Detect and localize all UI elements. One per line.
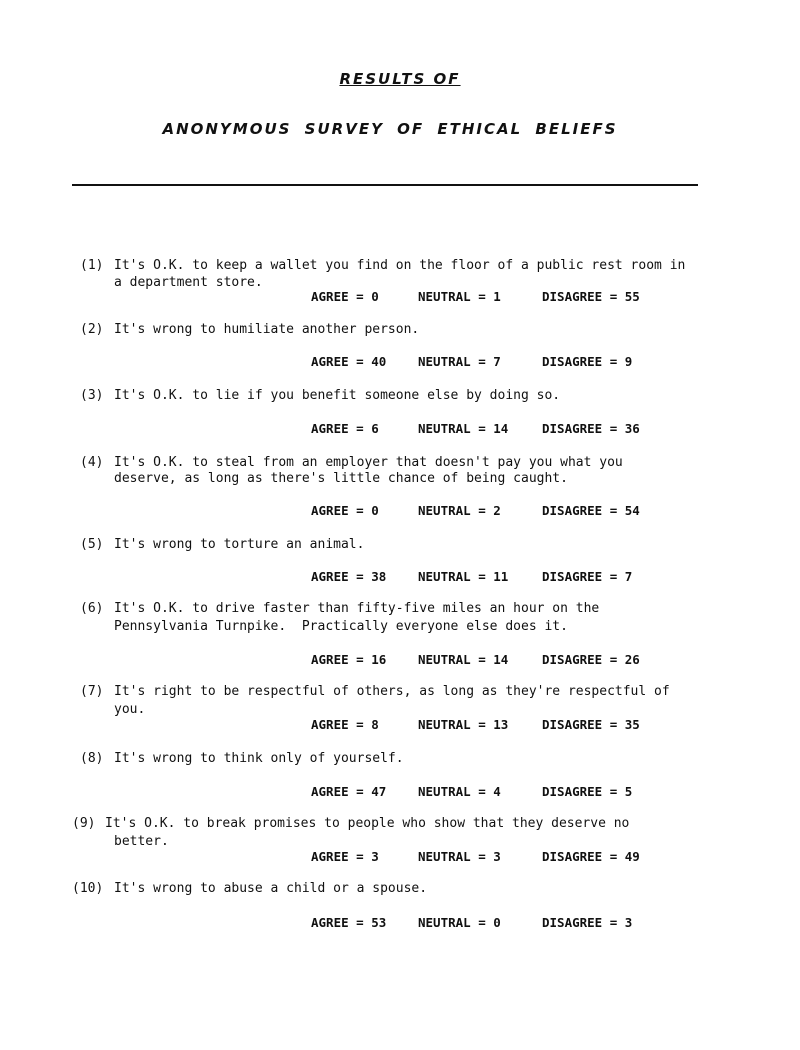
disagree-count: DISAGREE = 35	[542, 717, 640, 732]
title-results-of: RESULTS OF	[339, 70, 461, 88]
question-number: (9)	[72, 816, 96, 831]
question-text-cont: you.	[114, 702, 146, 717]
page-subtitle: ANONYMOUS SURVEY OF ETHICAL BELIEFS	[162, 120, 618, 138]
question-number: (7)	[80, 684, 104, 699]
question-text-cont: better.	[114, 834, 169, 849]
agree-count: AGREE = 16	[311, 652, 387, 667]
vote-results-10	[311, 915, 633, 990]
question-text: It's O.K. to drive faster than fifty-five miles an hour on the	[114, 601, 600, 616]
disagree-count: DISAGREE = 9	[542, 354, 633, 369]
disagree-count: DISAGREE = 55	[542, 289, 640, 304]
title-divider	[72, 184, 698, 186]
question-number: (2)	[80, 322, 104, 337]
neutral-count: NEUTRAL = 14	[418, 652, 509, 667]
disagree-count: DISAGREE = 54	[542, 503, 640, 518]
question-number: (3)	[80, 388, 104, 403]
disagree-count: DISAGREE = 3	[542, 915, 633, 930]
neutral-count: NEUTRAL = 3	[418, 849, 501, 864]
question-number: (4)	[80, 455, 104, 470]
disagree-count: DISAGREE = 7	[542, 569, 633, 584]
agree-count: AGREE = 3	[311, 849, 379, 864]
disagree-count: DISAGREE = 36	[542, 421, 640, 436]
agree-count: AGREE = 8	[311, 717, 379, 732]
agree-count: AGREE = 47	[311, 784, 387, 799]
neutral-count: NEUTRAL = 13	[418, 717, 509, 732]
neutral-count: NEUTRAL = 4	[418, 784, 501, 799]
neutral-count: NEUTRAL = 2	[418, 503, 501, 518]
disagree-count: DISAGREE = 26	[542, 652, 640, 667]
neutral-count: NEUTRAL = 0	[418, 915, 501, 930]
question-text: It's O.K. to break promises to people who show that they deserve no	[105, 816, 630, 831]
question-number: (8)	[80, 751, 104, 766]
question-text: It's right to be respectful of others, as long as they're respectful of	[114, 684, 670, 699]
question-text-cont: deserve, as long as there's little chance of being caught.	[114, 471, 568, 486]
question-text: It's O.K. to lie if you benefit someone else by doing so.	[114, 388, 561, 403]
agree-count: AGREE = 40	[311, 354, 387, 369]
agree-count: AGREE = 6	[311, 421, 379, 436]
neutral-count: NEUTRAL = 1	[418, 289, 501, 304]
question-text: It's wrong to abuse a child or a spouse.	[114, 881, 428, 896]
question-number: (1)	[80, 258, 104, 273]
agree-count: AGREE = 0	[311, 503, 379, 518]
question-text: It's wrong to torture an animal.	[114, 537, 365, 552]
question-text: It's wrong to humiliate another person.	[114, 322, 420, 337]
question-text: It's O.K. to keep a wallet you find on the floor of a public rest room in	[114, 258, 686, 273]
question-text-cont: a department store.	[114, 275, 263, 290]
agree-count: AGREE = 0	[311, 289, 379, 304]
question-text-cont: Pennsylvania Turnpike. Practically everyone else does it.	[114, 619, 568, 634]
neutral-count: NEUTRAL = 11	[418, 569, 509, 584]
neutral-count: NEUTRAL = 7	[418, 354, 501, 369]
question-number: (6)	[80, 601, 104, 616]
agree-count: AGREE = 38	[311, 569, 387, 584]
page-title	[0, 70, 800, 88]
question-number: (10)	[72, 881, 104, 896]
question-text: It's wrong to think only of yourself.	[114, 751, 404, 766]
question-number: (5)	[80, 537, 104, 552]
question-text: It's O.K. to steal from an employer that doesn't pay you what you	[114, 455, 623, 470]
neutral-count: NEUTRAL = 14	[418, 421, 509, 436]
disagree-count: DISAGREE = 5	[542, 784, 633, 799]
disagree-count: DISAGREE = 49	[542, 849, 640, 864]
agree-count: AGREE = 53	[311, 915, 387, 930]
